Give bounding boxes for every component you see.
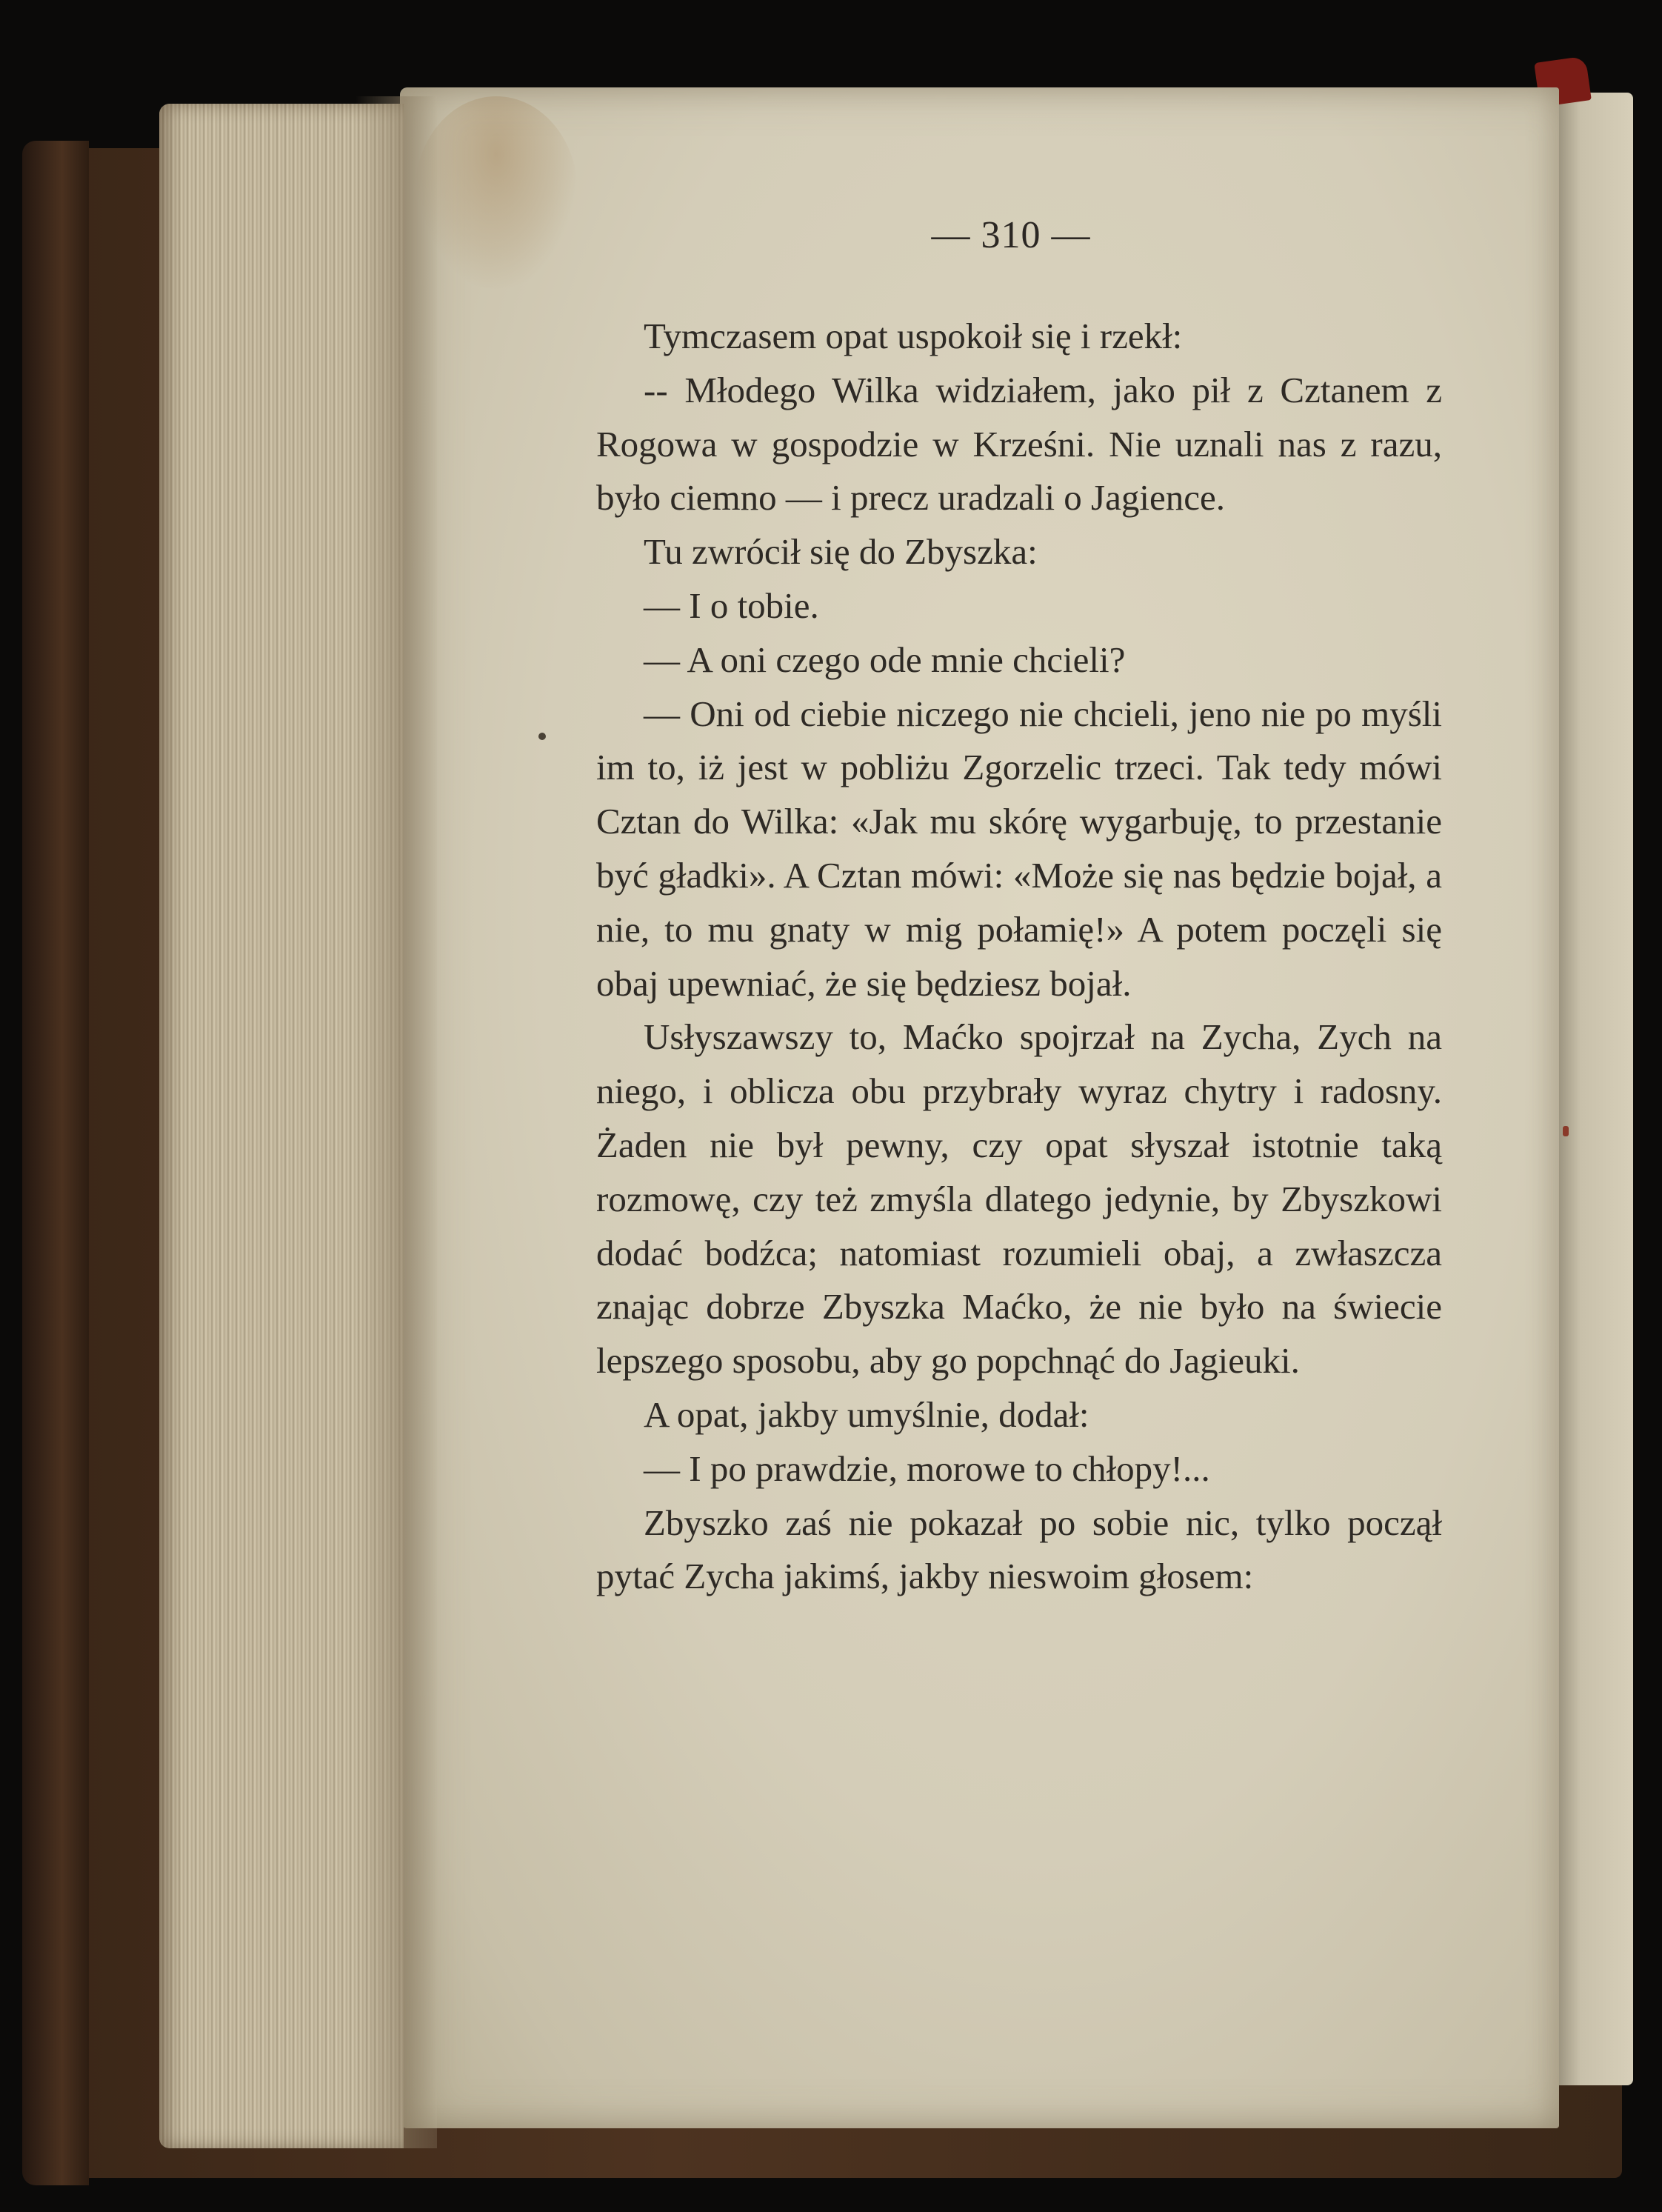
page-stain (415, 96, 578, 289)
paragraph: Usłyszawszy to, Maćko spojrzał na Zycha, Zych na niego, i oblicza obu przybrały wyraz chytry i radosny. Żaden nie był pewny, czy opat słyszał istotnie taką rozmowę, czy też zmyśla dlatego jedynie, by Zbyszkowi dodać bodźca; natomiast rozumieli obaj, a zwłaszcza znając dobrze Zbyszka Maćko, że nie było na świecie lepszego sposobu, aby go popchnąć do Jagieuki. (596, 1016, 1442, 1382)
paragraph: — A oni czego ode mnie chcieli? (644, 639, 1126, 680)
paragraph: Tu zwrócił się do Zbyszka: (644, 531, 1038, 573)
page-gutter-shadow (356, 96, 437, 2148)
paragraph: — Oni od ciebie niczego nie chcieli, jeno nie po myśli im to, iż jest w pobliżu Zgorzelic trzeci. Tak tedy mówi Cztan do Wilka: «Jak mu skórę wygarbuję, to przestanie być gładki». A Cztan mówi: «Może się nas będzie bojał, a nie, to mu gnaty w mig połamię!» A potem poczęli się obaj upewniać, że się będziesz bojał. (596, 693, 1442, 1004)
paragraph: — I po prawdzie, morowe to chłopy!... (644, 1448, 1210, 1489)
paragraph: Tymczasem opat uspokoił się i rzekł: (644, 316, 1183, 356)
ink-dot (538, 733, 546, 740)
page-text (596, 310, 1442, 1604)
paragraph: -- Młodego Wilka widziałem, jako pił z Cztanem z Rogowa w gospodzie w Krześni. Nie uznali nas z razu, było ciemno — i precz uradzali o Jagience. (596, 369, 1442, 519)
paragraph: — I o tobie. (644, 584, 819, 626)
margin-mark (1563, 1126, 1569, 1136)
book-spine (22, 141, 89, 2185)
paragraph: Zbyszko zaś nie pokazał po sobie nic, tylko począł pytać Zycha jakimś, jakby nieswoim głosem: (596, 1502, 1442, 1597)
next-page-edge (1552, 93, 1633, 2085)
page-number: — 310 — (931, 214, 1091, 256)
paragraph: A opat, jakby umyślnie, dodał: (644, 1393, 1089, 1435)
